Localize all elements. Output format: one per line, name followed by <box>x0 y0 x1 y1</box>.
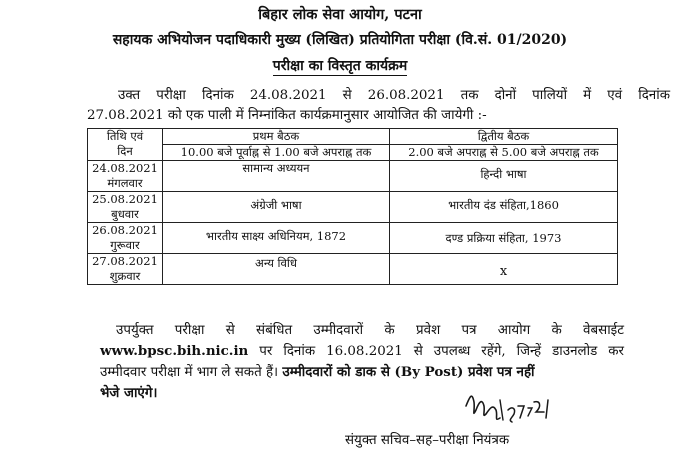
row-second-subject: हिन्दी भाषा <box>390 161 618 192</box>
row-date: 26.08.2021 <box>92 223 158 237</box>
date-header-line-2: दिन <box>117 144 133 158</box>
notice-line-2 <box>100 341 624 362</box>
intro-line-1: उक्त परीक्षा दिनांक 24.08.2021 से 26.08.2021 तक दोनों पालियों में एवं दिनांक <box>118 88 670 103</box>
row-date: 27.08.2021 <box>92 254 158 268</box>
row-second-subject: भारतीय दंड संहिता,1860 <box>390 192 618 223</box>
notice-line-3-text: उम्मीदवार परीक्षा में भाग ले सकते हैं। <box>100 365 283 380</box>
website-link[interactable]: www.bpsc.bih.nic.in <box>100 343 249 359</box>
row-date: 24.08.2021 <box>92 161 158 175</box>
row-day: शुक्रवार <box>109 269 141 283</box>
table-row <box>88 223 618 254</box>
row-day: मंगलवार <box>107 176 143 190</box>
intro-paragraph <box>87 86 670 126</box>
row-date-cell <box>88 161 163 192</box>
row-first-subject: अन्य विधि <box>163 254 390 285</box>
second-sitting-time: 2.00 बजे अपराह्न से 5.00 बजे अपराह्न तक <box>390 145 618 161</box>
second-sitting-header: द्वितीय बैठक <box>390 129 618 145</box>
exam-title: सहायक अभियोजन पदाधिकारी मुख्य (लिखित) प्रतियोगिता परीक्षा (वि.सं. 01/2020) <box>112 32 568 48</box>
date-header-line-1: तिथि एवं <box>106 129 144 143</box>
signatory-designation: संयुक्त सचिव–सह–परीक्षा नियंत्रक <box>345 433 510 448</box>
first-sitting-header: प्रथम बैठक <box>163 129 390 145</box>
notice-line-2-text: पर दिनांक 16.08.2021 से उपलब्ध रहेंगे, जिन्हें डाउनलोड कर <box>248 344 624 359</box>
table-row <box>88 192 618 223</box>
row-date-cell <box>88 223 163 254</box>
row-first-subject: भारतीय साक्ष्य अधिनियम, 1872 <box>163 223 390 254</box>
schedule-subtitle-text: परीक्षा का विस्तृत कार्यक्रम <box>272 58 408 74</box>
notice-line-1: उपर्युक्त परीक्षा से संबंधित उम्मीदवारों के प्रवेश पत्र आयोग के वेबसाईट <box>116 323 624 338</box>
table-time-row <box>88 145 618 161</box>
row-date-cell <box>88 254 163 285</box>
schedule-subtitle <box>0 56 680 75</box>
first-sitting-time: 10.00 बजे पूर्वाह्न से 1.00 बजे अपराह्न तक <box>163 145 390 161</box>
row-day: गुरूवार <box>110 238 140 252</box>
table-row <box>88 161 618 192</box>
notice-line-4: भेजे जाएंगे। <box>100 385 158 401</box>
row-date-cell <box>88 192 163 223</box>
row-day: बुधवार <box>111 207 139 221</box>
intro-line-2: 27.08.2021 को एक पाली में निम्नांकित कार्यक्रमानुसार आयोजित की जायेगी :- <box>87 108 487 123</box>
date-column-header <box>88 129 163 161</box>
table-header-row <box>88 129 618 145</box>
row-date: 25.08.2021 <box>92 192 158 206</box>
row-second-subject: x <box>390 254 618 285</box>
schedule-table <box>87 128 618 285</box>
notice-line-3-bold: उम्मीदवारों को डाक से (By Post) प्रवेश पत्र नहीं <box>282 364 535 380</box>
notice-line-3 <box>100 362 624 383</box>
organization-name: बिहार लोक सेवा आयोग, पटना <box>258 6 422 23</box>
table-row <box>88 254 618 285</box>
row-second-subject: दण्ड प्रक्रिया संहिता, 1973 <box>390 223 618 254</box>
row-first-subject: अंग्रेजी भाषा <box>163 192 390 223</box>
row-first-subject: सामान्य अध्ययन <box>163 161 390 192</box>
handwritten-signature <box>460 384 570 428</box>
